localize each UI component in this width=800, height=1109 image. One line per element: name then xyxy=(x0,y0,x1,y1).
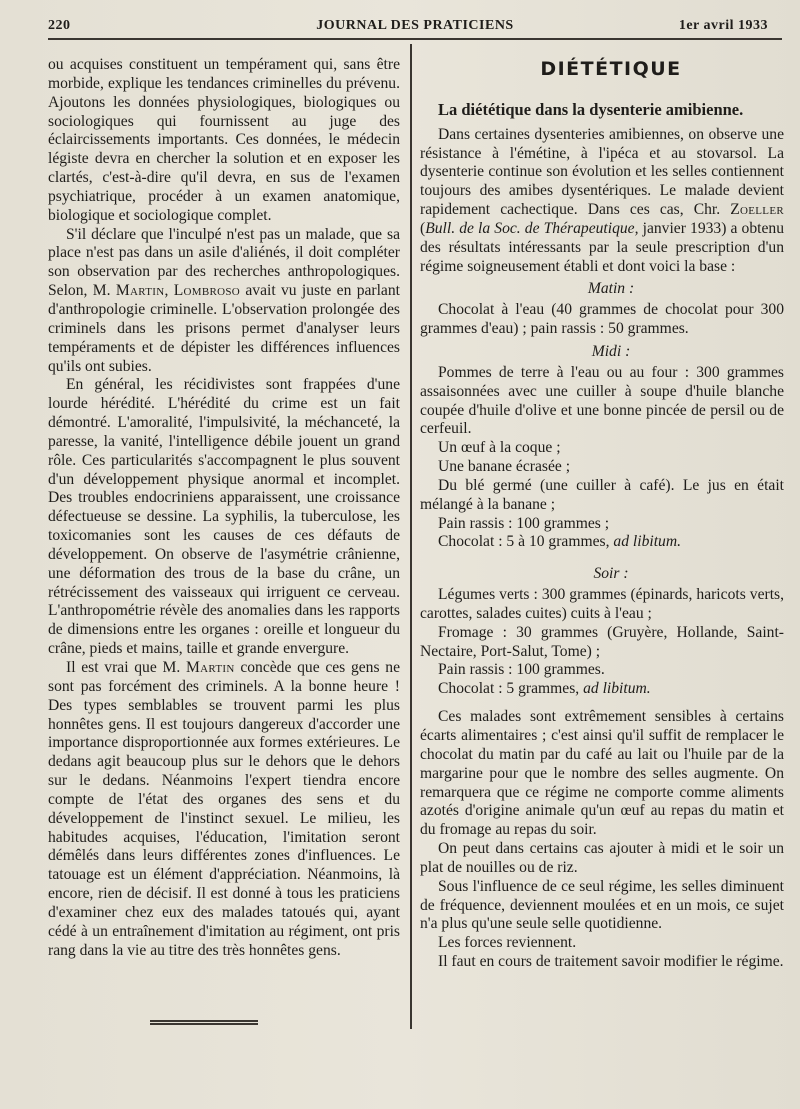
text-run: , xyxy=(164,282,169,300)
menu-item: Pain rassis : 100 grammes ; xyxy=(438,514,610,532)
issue-date: 1er avril 1933 xyxy=(678,18,768,33)
text-run: Il est vrai que M. xyxy=(66,659,181,676)
text-run: Chocolat : 5 grammes, xyxy=(438,680,580,698)
author-name: Lombroso xyxy=(173,282,241,300)
paragraph: Ces malades sont extrêmement sensibles à certains écarts alimentaires ; c'est ainsi qu'il suffit de remplacer le chocolat du matin par du café au lait ou l'huile par de la margarine pour que le nombre des selles augmente. On remarquera que ce régime ne comporte comme aliments azotés d'origine animale qu'un œuf au repas du matin et du fromage au repas du soir. xyxy=(420,708,784,839)
author-name: Martin xyxy=(185,659,235,676)
menu-item xyxy=(420,680,784,699)
text-run: avait vu juste en parlant d'anthropologie criminelle. L'observation prolongée des criminels dans les prisons permet d'analyser leurs tempéraments et de dépister les différences influences qu'ils ont subies. xyxy=(48,282,400,375)
right-column xyxy=(420,58,784,972)
menu-item: Légumes verts : 300 grammes (épinards, haricots verts, carottes, salades cuites) cuits à l'eau ; xyxy=(420,586,784,622)
menu-item: Pain rassis : 100 grammes. xyxy=(438,661,605,679)
author-name: Martin xyxy=(115,282,165,300)
spacer xyxy=(420,552,784,561)
menu-item: Chocolat à l'eau (40 grammes de chocolat pour 300 grammes d'eau) ; pain rassis : 50 grammes. xyxy=(420,301,784,338)
paragraph: On peut dans certains cas ajouter à midi et le soir un plat de nouilles ou de riz. xyxy=(420,840,784,876)
menu-item: Du blé germé (une cuiller à café). Le jus en était mélangé à la banane ; xyxy=(420,476,784,513)
menu-item xyxy=(420,533,784,552)
article-title: La diététique dans la dysenterie amibienne. xyxy=(438,99,744,119)
menu-item: Pommes de terre à l'eau ou au four : 300 grammes assaisonnées avec une cuiller à soupe d'huile blanche coupée d'huile d'olive et une bonne pincée de persil ou de cerfeuil. xyxy=(420,363,784,438)
paragraph xyxy=(48,226,400,377)
paragraph: ou acquises constituent un tempérament qui, sans être morbide, explique les tendances criminelles du prévenu. Ajoutons les données physiologiques, biologiques ou sociologiques qui fournissent au juge des éclaircissements importants. Ces données, le médecin légiste devra en chercher la solution et en exposer les clartés, c'est-à-dire qu'il devra, en sus de l'examen psychiatrique, procéder à un examen anatomique, biologique et sociologique complet. xyxy=(48,56,400,224)
journal-title: JOURNAL DES PRATICIENS xyxy=(316,18,514,33)
page-number: 220 xyxy=(48,18,71,33)
meal-heading-matin: Matin : xyxy=(587,280,635,298)
text-run: concède que ces gens ne sont pas forcément des criminels. A la bonne heure ! Des types semblables se trouvent parmi les plus honnêtes gens. Il est toujours dangereux d'accorder une importance disproportionnée aux formes extérieures. Le dedans agit beaucoup plus sur le dehors que le dehors sur le dedans. Néanmoins l'expert tiendra encore compte de l'état des organes des sens et du développement de l'instinct sexuel. Le milieu, les habitudes acquises, l'éducation, l'imitation seront démêlés dans leurs différentes zones d'influences. Le tatouage est un élément d'appréciation. Néanmoins, là encore, rien de décisif. Il est donné à tous les praticiens d'examiner chez eux des malades tatoués qui, ayant cédé à un entraînement d'imitation au régiment, ont pris rang dans la vie au titre des très honnêtes gens. xyxy=(48,659,400,959)
text-run: S'il déclare que l'inculpé n'est pas un malade, que sa place n'est pas dans un asile d'aliénés, il doit compléter son observation par des recherches anthropologiques. Selon, M. xyxy=(48,225,400,300)
menu-item: Fromage : 30 grammes (Gruyère, Hollande, Saint-Nectaire, Port-Salut, Tome) ; xyxy=(420,623,784,660)
spacer xyxy=(420,699,784,708)
text-run: ad libitum. xyxy=(613,533,681,551)
text-run: Dans certaines dysenteries amibiennes, on observe une résistance à l'émétine, à l'ipéca et au stovarsol. La dysenterie continue son évolution et les selles contiennent toujours des amibes dysentériques. Le malade devient rapidement cachectique. Dans ces cas, Chr. xyxy=(420,125,784,219)
paragraph: Il faut en cours de traitement savoir modifier le régime. xyxy=(438,953,784,971)
meal-heading-midi: Midi : xyxy=(591,342,631,360)
text-run: ad libitum. xyxy=(583,680,651,698)
column-divider xyxy=(410,44,412,1029)
menu-item: Un œuf à la coque ; xyxy=(438,439,561,457)
paragraph xyxy=(48,659,400,961)
header-rule xyxy=(48,38,782,40)
paragraph: Sous l'influence de ce seul régime, les selles diminuent de fréquence, deviennent moulées et en un mois, ce sujet n'a plus qu'une seule selle quotidienne. xyxy=(420,877,784,933)
left-column xyxy=(48,56,400,961)
paragraph: En général, les récidivistes sont frappées d'une lourde hérédité. L'hérédité du crime est un fait démontré. L'amoralité, l'impulsivité, la méchanceté, la paresse, la vanité, l'intelligence débile jouent un grand rôle. Ces particularités s'accompagnent le plus souvent d'un développement physique anormal et incomplet. Des troubles endocriniens apparaissent, une croissance défectueuse se dessine. La syphilis, la tuberculose, les toxicomanies sont les causes de ces défauts de développement. On observe de l'asymétrie crânienne, une déformation des trous de la base du crâne, un rétrécissement des vaisseaux qui irriguent ce cerveau. L'anthropométrie révèle des anomalies dans les rapports de dimensions entre les organes : oreille et longueur du crâne, pieds et mains, taille et grande envergure. xyxy=(48,376,400,658)
text-run: janvier 1933) a obtenu des résultats intéressants par la seule prescription d'un régime soigneusement établi et dont voici la base : xyxy=(420,219,785,275)
citation: Bull. de la Soc. de Thérapeutique, xyxy=(425,219,639,237)
section-title: DIÉTÉTIQUE xyxy=(540,58,682,80)
paragraph: Les forces reviennent. xyxy=(438,934,577,952)
author-name: Zoeller xyxy=(730,201,784,219)
menu-item: Une banane écrasée ; xyxy=(438,458,571,476)
text-run: ( xyxy=(420,219,426,237)
meal-heading-soir: Soir : xyxy=(593,565,629,583)
text-run: Chocolat : 5 à 10 grammes, xyxy=(438,533,610,551)
page-header xyxy=(48,16,782,38)
end-of-article-rule xyxy=(150,1020,258,1025)
paragraph xyxy=(420,126,784,277)
